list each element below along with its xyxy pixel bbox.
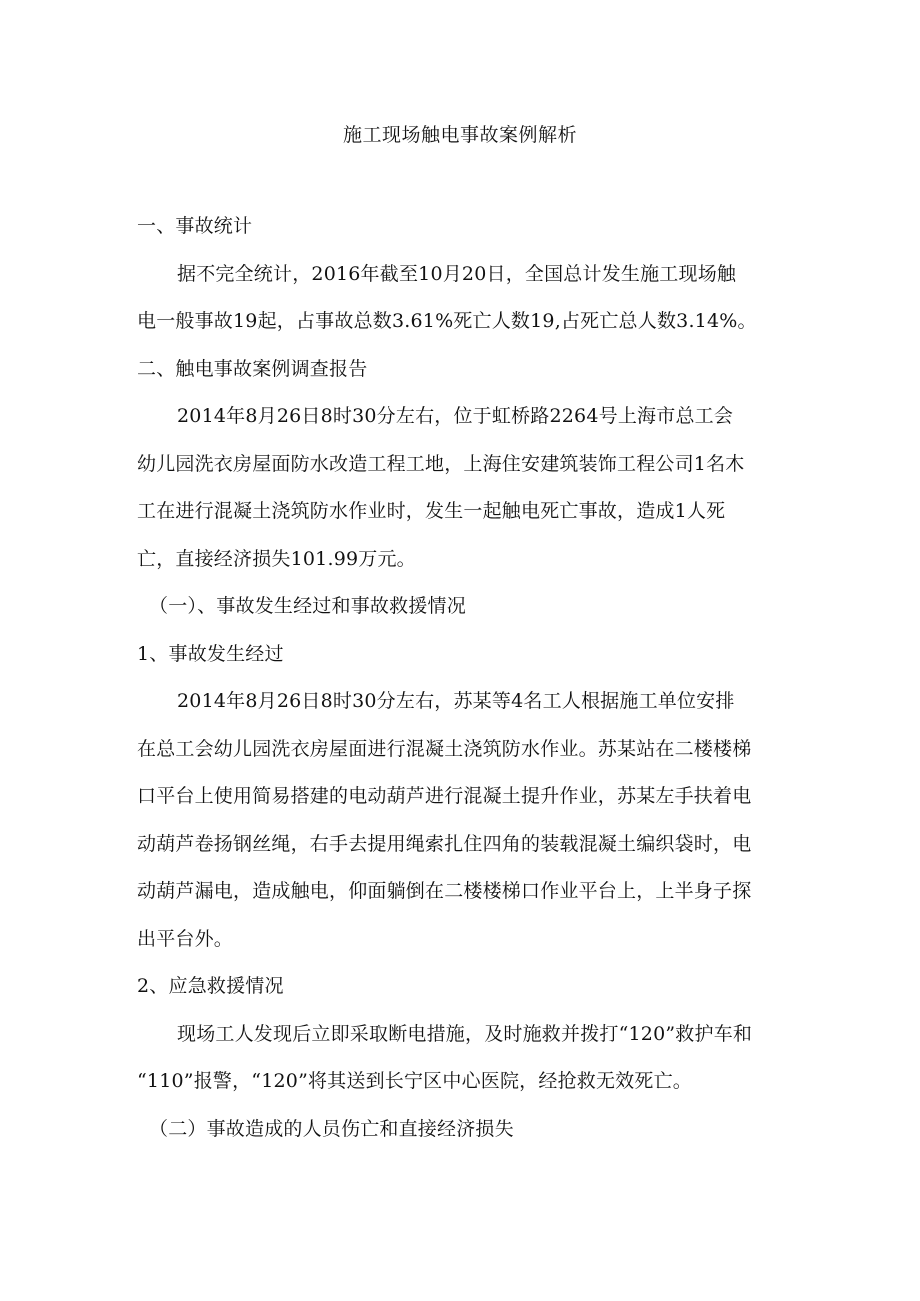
item-heading-rescue: 2、应急救援情况 [137, 975, 284, 997]
paragraph-line: 现场工人发现后立即采取断电措施，及时施救并拨打“120”救护车和 [177, 1022, 753, 1045]
paragraph-line: 口平台上使用简易搭建的电动葫芦进行混凝土提升作业，苏某左手扶着电 [137, 785, 752, 807]
paragraph-line: “110”报警，“120”将其送到长宁区中心医院，经抢救无效死亡。 [137, 1070, 692, 1092]
section-heading-case-report: 二、触电事故案例调查报告 [137, 357, 368, 380]
paragraph-line: 电一般事故19起，占事故总数3.61%死亡人数19,占死亡总人数3.14%。 [137, 310, 757, 332]
paragraph-line: 2014年8月26日8时30分左右，苏某等4名工人根据施工单位安排 [177, 690, 735, 712]
subsection-heading-casualties: （二）事故造成的人员伤亡和直接经济损失 [149, 1117, 514, 1140]
paragraph-line: 动葫芦漏电，造成触电，仰面躺倒在二楼楼梯口作业平台上，上半身子探 [137, 880, 752, 902]
document-title: 施工现场触电事故案例解析 [342, 124, 577, 146]
paragraph-line: 亡，直接经济损失101.99万元。 [137, 547, 416, 570]
document-body [137, 211, 787, 1161]
item-heading-occurrence: 1、事故发生经过 [137, 642, 284, 665]
paragraph-line: 幼儿园洗衣房屋面防水改造工程工地，上海住安建筑装饰工程公司1名木 [137, 452, 745, 475]
paragraph-line: 在总工会幼儿园洗衣房屋面进行混凝土浇筑防水作业。苏某站在二楼楼梯 [137, 737, 752, 760]
paragraph-line: 动葫芦卷扬钢丝绳，右手去提用绳索扎住四角的装载混凝土编织袋时，电 [137, 832, 752, 855]
paragraph-line: 2014年8月26日8时30分左右，位于虹桥路2264号上海市总工会 [177, 405, 734, 427]
paragraph-line: 出平台外。 [137, 927, 234, 950]
section-heading-statistics: 一、事故统计 [137, 215, 253, 237]
subsection-heading-process: （一）、事故发生经过和事故救援情况 [149, 595, 466, 617]
paragraph-line: 工在进行混凝土浇筑防水作业时，发生一起触电死亡事故，造成1人死 [137, 500, 726, 522]
paragraph-line: 据不完全统计，2016年截至10月20日，全国总计发生施工现场触 [177, 262, 737, 285]
